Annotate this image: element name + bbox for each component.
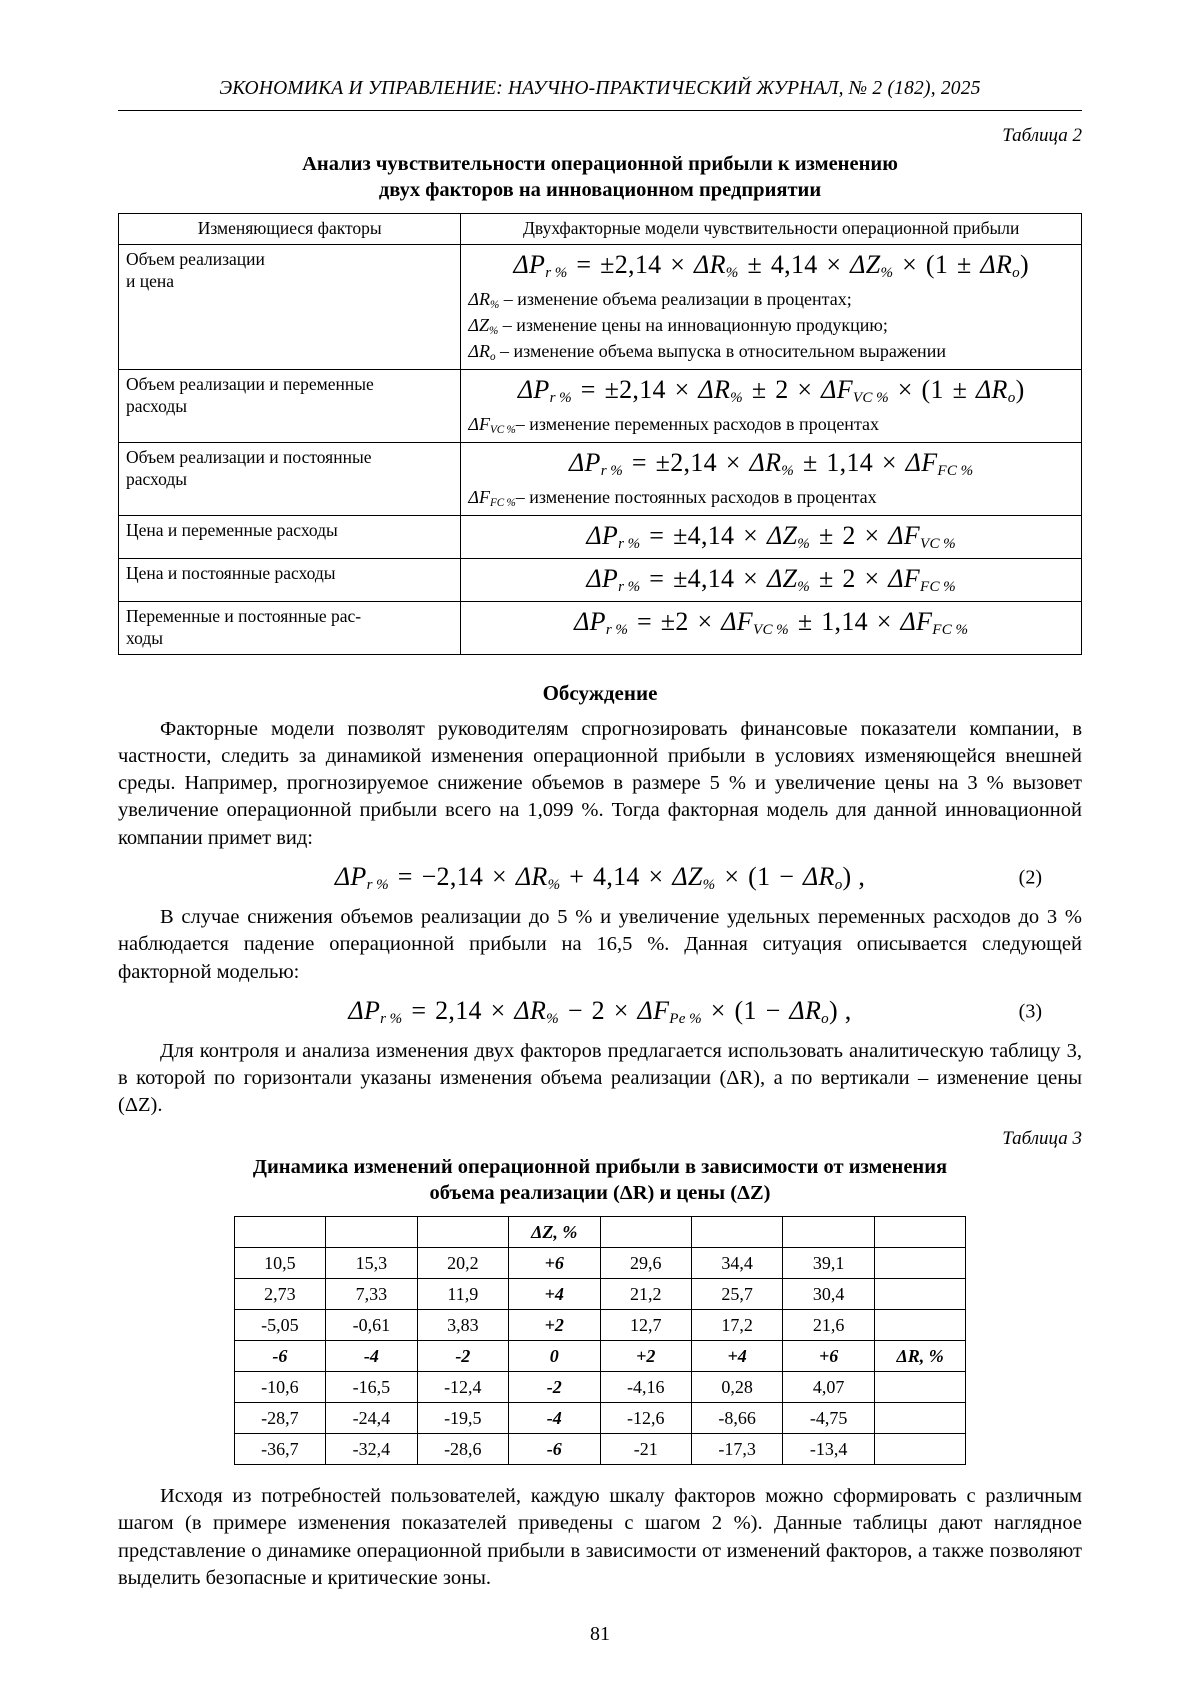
table-row xyxy=(234,1403,966,1434)
table3-cell: 29,6 xyxy=(600,1248,691,1279)
factor-line1: Переменные и постоянные рас- xyxy=(126,605,362,626)
table2-factor-cell xyxy=(119,515,461,558)
table3-cell: +4 xyxy=(691,1341,782,1372)
paragraph-1: Факторные модели позволят руководителям спрогнозировать финансовые показатели компании, в частности, следить за динамикой изменения операционной прибыли в условиях изменяющейся внешней среды. Например, прогнозируемое снижение объемов в размере 5 % и увеличение цены на 3 % вызовет увеличение операционной прибыли всего на 1,099 %. Тогда факторная модель для данной инновационной компании примет вид: xyxy=(118,717,1082,849)
equation-3-number: (3) xyxy=(1018,1000,1042,1023)
table3-cell xyxy=(417,1217,508,1248)
table-row xyxy=(119,558,1082,601)
table3-cell: 0,28 xyxy=(691,1372,782,1403)
table3-cell: 25,7 xyxy=(691,1279,782,1310)
formula-image: $\Delta P_{r \%} = \pm 4,14 \times \Delta Z_{\%} \pm 2 \times \Delta F_{FC \%}$ xyxy=(586,563,957,595)
paragraph-2: В случае снижения объемов реализации до 5 % и увеличение удельных переменных расходов до 3 % наблюдается падение операционной прибыли на 16,5 %. Данная ситуация описывается следующей факторной моделью: xyxy=(118,906,1082,983)
table2-formula-cell xyxy=(461,515,1082,558)
table-row xyxy=(234,1310,966,1341)
table3-cell: 2,73 xyxy=(234,1279,325,1310)
table3-cell xyxy=(234,1217,325,1248)
formula-image: $\Delta P_{r \%} = \pm 2 \times \Delta F_{VC \%} \pm 1,14 \times \Delta F_{FC \%}$ xyxy=(574,606,969,639)
table2-header-col2: Двухфакторные модели чувствительности операционной прибыли xyxy=(461,214,1082,245)
table3-cell: -21 xyxy=(600,1434,691,1465)
table2-header-row xyxy=(119,214,1082,245)
table2 xyxy=(118,213,1082,654)
table3-cell: -4 xyxy=(326,1341,417,1372)
table3-cell xyxy=(874,1434,965,1465)
table-row xyxy=(119,369,1082,442)
table2-factor-cell xyxy=(119,442,461,515)
factor-line2: расходы xyxy=(126,395,188,416)
table-row xyxy=(234,1372,966,1403)
formula-image: $\Delta P_{r \%} = \pm 2,14 \times \Delta R_{\%} \pm 2 \times \Delta F_{VC \%} \times (1 \pm \Delta R_o)$ xyxy=(517,374,1025,407)
table3-cell: 10,5 xyxy=(234,1248,325,1279)
table3-cell: 4,07 xyxy=(783,1372,874,1403)
table3-cell xyxy=(783,1217,874,1248)
table3-title-line1: Динамика изменений операционной прибыли в зависимости от изменения xyxy=(252,1155,948,1178)
table3-cell: -12,4 xyxy=(417,1372,508,1403)
formula-image: $\Delta P_{r \%} = \pm 2,14 \times \Delta R_{\%} \pm 4,14 \times \Delta Z_{\%} \times (1 \pm \Delta R_o)$ xyxy=(513,250,1029,282)
section-heading-discussion: Обсуждение xyxy=(542,680,658,705)
factor-line2: и цена xyxy=(126,271,175,292)
table2-formula-cell xyxy=(461,558,1082,601)
table3-cell: -2 xyxy=(509,1372,600,1403)
paragraph-closing: Исходя из потребностей пользователей, каждую шкалу факторов можно сформировать с различным шагом (в примере изменения показателей приведены с шагом 2 %). Данные таблицы дают наглядное представление о динамике операционной прибыли в зависимости от изменений факторов, а также позволяют выделить безопасные и критические зоны. xyxy=(118,1485,1082,1589)
table3-cell: 21,2 xyxy=(600,1279,691,1310)
table3-cell: -5,05 xyxy=(234,1310,325,1341)
header-divider xyxy=(118,110,1082,111)
table2-factor-cell xyxy=(119,558,461,601)
table3-cell xyxy=(874,1372,965,1403)
table3-title xyxy=(118,1154,1082,1206)
table3-cell xyxy=(874,1279,965,1310)
table3-cell: -17,3 xyxy=(691,1434,782,1465)
formula-image: $\Delta P_{r \%} = -2,14 \times \Delta R_{\%} + 4,14 \times \Delta Z_{\%} \times (1 - \Delta R_o)$ xyxy=(334,861,852,894)
table2-number: Таблица 2 xyxy=(1002,125,1082,146)
table3-cell xyxy=(874,1248,965,1279)
table3-cell: -6 xyxy=(234,1341,325,1372)
table3-cell xyxy=(600,1217,691,1248)
table3-cell: -4,16 xyxy=(600,1372,691,1403)
table3-cell: -16,5 xyxy=(326,1372,417,1403)
table2-title-line1: Анализ чувствительности операционной прибыли к изменению xyxy=(302,153,898,175)
table3-cell: 7,33 xyxy=(326,1279,417,1310)
table2-factor-cell xyxy=(119,601,461,654)
table2-title-line2: двух факторов на инновационном предприятии xyxy=(378,179,822,202)
table3-cell xyxy=(874,1403,965,1434)
table3-cell: -28,7 xyxy=(234,1403,325,1434)
table3-cell: +2 xyxy=(509,1310,600,1341)
table-row xyxy=(234,1341,966,1372)
table3-cell: +4 xyxy=(509,1279,600,1310)
table3-cell: -24,4 xyxy=(326,1403,417,1434)
table3-cell: 39,1 xyxy=(783,1248,874,1279)
table-row xyxy=(234,1279,966,1310)
factor-line2: расходы xyxy=(126,468,188,489)
paragraph-3: Для контроля и анализа изменения двух факторов предлагается использовать аналитическую таблицу 3, в которой по горизонтали указаны изменения объема реализации (ΔR), а по вертикали – изменение цены (ΔZ). xyxy=(118,1039,1082,1117)
table-row xyxy=(119,515,1082,558)
table3-cell: +2 xyxy=(600,1341,691,1372)
factor-line1: Объем реализации и постоянные xyxy=(126,446,372,467)
table3-cell: 12,7 xyxy=(600,1310,691,1341)
table3-cell xyxy=(874,1310,965,1341)
equation-3 xyxy=(118,996,1082,1028)
table3-title-line2: объема реализации (ΔR) и цены (ΔZ) xyxy=(429,1181,771,1204)
table3-cell xyxy=(326,1217,417,1248)
factor-line1: Объем реализации и переменные xyxy=(126,373,374,394)
table3-cell: -12,6 xyxy=(600,1403,691,1434)
table3-cell xyxy=(691,1217,782,1248)
table3-cell: -36,7 xyxy=(234,1434,325,1465)
table3-cell: -4 xyxy=(509,1403,600,1434)
table3-cell: -6 xyxy=(509,1434,600,1465)
table3-cell: 3,83 xyxy=(417,1310,508,1341)
table3-number: Таблица 3 xyxy=(1002,1127,1082,1149)
table3-cell: 15,3 xyxy=(326,1248,417,1279)
running-head: ЭКОНОМИКА И УПРАВЛЕНИЕ: НАУЧНО-ПРАКТИЧЕСКИЙ ЖУРНАЛ, № 2 (182), 2025 xyxy=(219,78,981,99)
table2-note: $\Delta F_{FC \%}-$ изменение постоянных расходов в процентах xyxy=(468,486,877,509)
table3-cell: -8,66 xyxy=(691,1403,782,1434)
table-row xyxy=(234,1217,966,1248)
table3-cell: +6 xyxy=(509,1248,600,1279)
table3-cell: 20,2 xyxy=(417,1248,508,1279)
table3 xyxy=(234,1216,967,1465)
equation-2-tail: , xyxy=(858,861,866,891)
table3-cell: 0 xyxy=(509,1341,600,1372)
table2-factor-cell xyxy=(119,245,461,370)
table-row xyxy=(119,442,1082,515)
table3-cell: ΔZ, % xyxy=(509,1217,600,1248)
equation-2-number: (2) xyxy=(1018,866,1042,889)
table3-cell: -28,6 xyxy=(417,1434,508,1465)
factor-line1: Цена и переменные расходы xyxy=(126,519,338,540)
formula-image: $\Delta P_{r \%} = \pm 2,14 \times \Delta R_{\%} \pm 1,14 \times \Delta F_{FC \%}$ xyxy=(568,447,974,479)
equation-3-tail: , xyxy=(844,995,852,1025)
table3-cell: 21,6 xyxy=(783,1310,874,1341)
factor-line2: ходы xyxy=(126,627,163,648)
table3-cell: ΔR, % xyxy=(874,1341,965,1372)
table-row xyxy=(234,1434,966,1465)
table3-cell: 11,9 xyxy=(417,1279,508,1310)
table3-cell: -13,4 xyxy=(783,1434,874,1465)
formula-image: $\Delta P_{r \%} = \pm 4,14 \times \Delta Z_{\%} \pm 2 \times \Delta F_{VC \%}$ xyxy=(586,520,957,552)
table2-formula-cell xyxy=(461,245,1082,370)
table2-factor-cell xyxy=(119,369,461,442)
table3-cell: -0,61 xyxy=(326,1310,417,1341)
table3-cell: -10,6 xyxy=(234,1372,325,1403)
equation-2 xyxy=(118,862,1082,894)
factor-line1: Цена и постоянные расходы xyxy=(126,562,336,583)
table3-cell: 34,4 xyxy=(691,1248,782,1279)
table2-title xyxy=(118,151,1082,203)
formula-image: $\Delta P_{r \%} = 2,14 \times \Delta R_{\%} - 2 \times \Delta F_{Pe \%} \times (1 - \Delta R_o)$ xyxy=(348,995,838,1027)
page-number: 81 xyxy=(590,1623,610,1645)
table2-note: $\Delta F_{VC \%}-$ изменение переменных расходов в процентах xyxy=(468,413,880,436)
table3-cell xyxy=(874,1217,965,1248)
table3-cell: 17,2 xyxy=(691,1310,782,1341)
table3-cell: -4,75 xyxy=(783,1403,874,1434)
table3-cell: +6 xyxy=(783,1341,874,1372)
table2-formula-cell xyxy=(461,442,1082,515)
table-row xyxy=(119,245,1082,370)
table3-cell: -19,5 xyxy=(417,1403,508,1434)
table2-note: $\Delta R_{\%}$ – изменение объема реализации в процентах; $\Delta Z_{\%}$ – изменение цены на инновационную продукцию; $\Delta R_o$ – изменение объема выпуска в относительном выражении xyxy=(468,289,946,363)
table2-formula-cell xyxy=(461,601,1082,654)
table-row xyxy=(234,1248,966,1279)
table3-cell: -2 xyxy=(417,1341,508,1372)
table-row xyxy=(119,601,1082,654)
table2-header-col1: Изменяющиеся факторы xyxy=(119,214,461,245)
table3-cell: 30,4 xyxy=(783,1279,874,1310)
table3-cell: -32,4 xyxy=(326,1434,417,1465)
table2-formula-cell xyxy=(461,369,1082,442)
factor-line1: Объем реализации xyxy=(126,249,265,270)
